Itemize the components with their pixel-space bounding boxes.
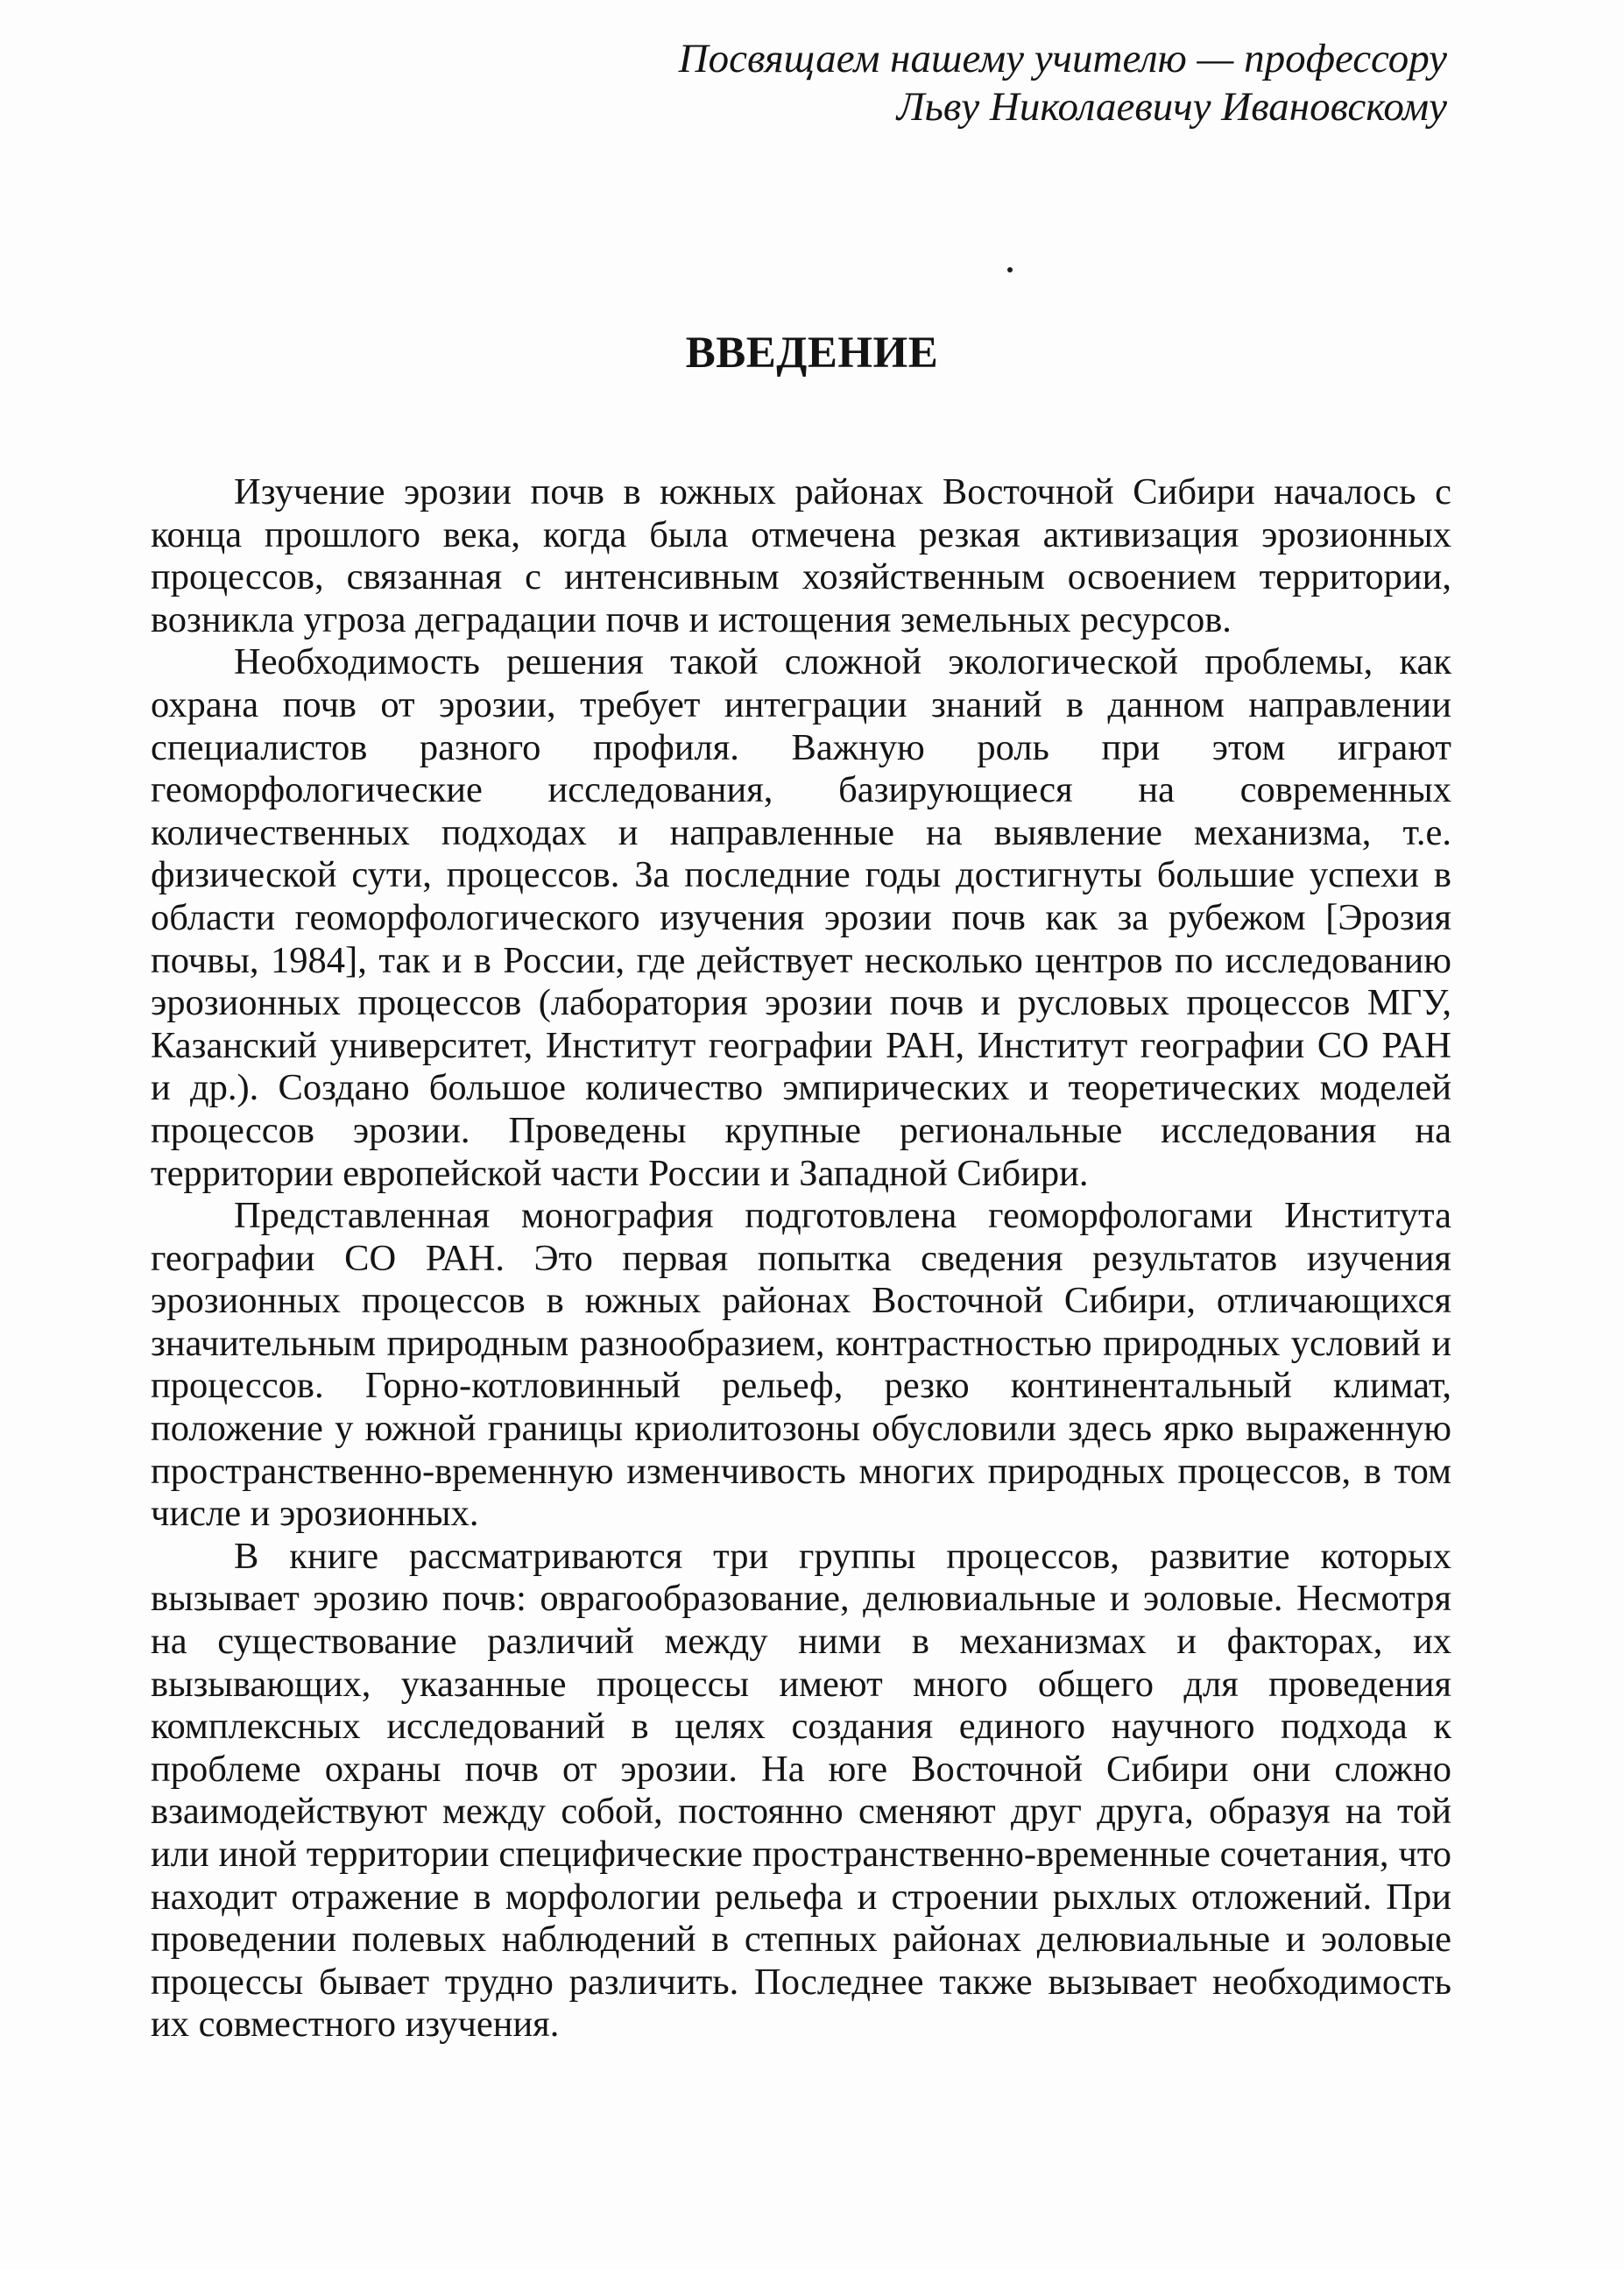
body-text (151, 471, 1451, 2046)
dedication (396, 35, 1447, 131)
paragraph-1: Изучение эрозии почв в южных районах Восточной Сибири началось с конца прошлого века, когда была отмечена резкая активизация эрозионных процессов, связанная с интенсивным хозяйственным освоением территории, возникла угроза деградации почв и истощения земельных ресурсов. (151, 471, 1451, 640)
dedication-line-1: Посвящаем нашему учителю — профессору (678, 36, 1447, 81)
paragraph-4: В книге рассматриваются три группы процессов, развитие которых вызывает эрозию почв: оврагообразование, делювиальные и эоловые. Несмотря на существование различий между ними в механизмах и факторах, их вызывающих, указанные процессы имеют много общего для проведения комплексных исследований в целях создания единого научного подхода к проблеме охраны почв от эрозии. На юге Восточной Сибири они сложно взаимодействуют между собой, постоянно сменяют друг друга, образуя на той или иной территории специфические пространственно-временные сочетания, что находит отражение в морфологии рельефа и строении рыхлых отложений. При проведении полевых наблюдений в степных районах делювиальные и эоловые процессы бывает трудно различить. Последнее также вызывает необходимость их совместного изучения. (151, 1535, 1451, 2046)
print-speck (1007, 267, 1013, 272)
paragraph-3: Представленная монография подготовлена геоморфологами Института географии СО РАН. Это первая попытка сведения результатов изучения эрозионных процессов в южных районах Восточной Сибири, отличающихся значительным природным разнообразием, контрастностью природных условий и процессов. Горно-котловинный рельеф, резко континентальный климат, положение у южной границы криолитозоны обусловили здесь ярко выраженную пространственно-временную изменчивость многих природных процессов, в том числе и эрозионных. (151, 1195, 1451, 1535)
paragraph-2: Необходимость решения такой сложной экологической проблемы, как охрана почв от эрозии, требует интеграции знаний в данном направлении специалистов разного профиля. Важную роль при этом играют геоморфологические исследования, базирующиеся на современных количественных подходах и направленные на выявление механизма, т.е. физической сути, процессов. За последние годы достигнуты большие успехи в области геоморфологического изучения эрозии почв как за рубежом [Эрозия почвы, 1984], так и в России, где действует несколько центров по исследованию эрозионных процессов (лаборатория эрозии почв и русловых процессов МГУ, Казанский университет, Институт географии РАН, Институт географии СО РАН и др.). Создано большое количество эмпирических и теоретических моделей процессов эрозии. Проведены крупные региональные исследования на территории европейской части России и Западной Сибири. (151, 641, 1451, 1194)
dedication-line-2: Льву Николаевичу Ивановскому (896, 84, 1447, 130)
chapter-heading: ВВЕДЕНИЕ (685, 329, 939, 378)
